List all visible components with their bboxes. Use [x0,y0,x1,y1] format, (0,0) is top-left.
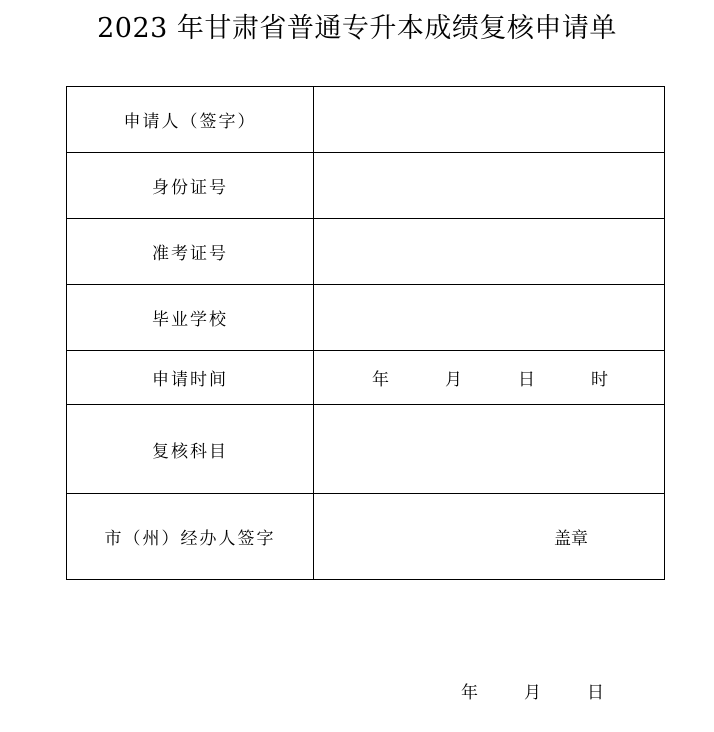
hour-label: 时 [591,370,608,390]
id-number-label: 身份证号 [67,153,314,219]
footer-year-label: 年 [461,683,478,703]
month-label: 月 [445,370,462,390]
application-time-label: 申请时间 [67,351,314,405]
review-subject-field[interactable] [314,405,665,494]
table-row [67,351,665,405]
stamp-field[interactable]: 盖章 [314,494,665,580]
applicant-signature-field[interactable] [314,87,665,153]
application-time-parts [314,365,664,390]
footer-month-label: 月 [524,683,541,703]
review-subject-label: 复核科目 [67,405,314,494]
footer-day-label: 日 [587,683,604,703]
table-row [67,87,665,153]
graduate-school-label: 毕业学校 [67,285,314,351]
application-form-table [66,86,665,580]
table-row [67,405,665,494]
application-time-field[interactable] [314,351,665,405]
exam-ticket-number-field[interactable] [314,219,665,285]
city-handler-signature-label: 市（州）经办人签字 [67,494,314,580]
page-title: 2023 年甘肃省普通专升本成绩复核申请单 [97,13,617,44]
table-row [67,219,665,285]
id-number-field[interactable] [314,153,665,219]
graduate-school-field[interactable] [314,285,665,351]
table-row [67,153,665,219]
exam-ticket-number-label: 准考证号 [67,219,314,285]
day-label: 日 [518,370,535,390]
table-row [67,494,665,580]
applicant-signature-label: 申请人（签字） [67,87,314,153]
table-row [67,285,665,351]
year-label: 年 [372,370,389,390]
footer-date [461,678,650,703]
